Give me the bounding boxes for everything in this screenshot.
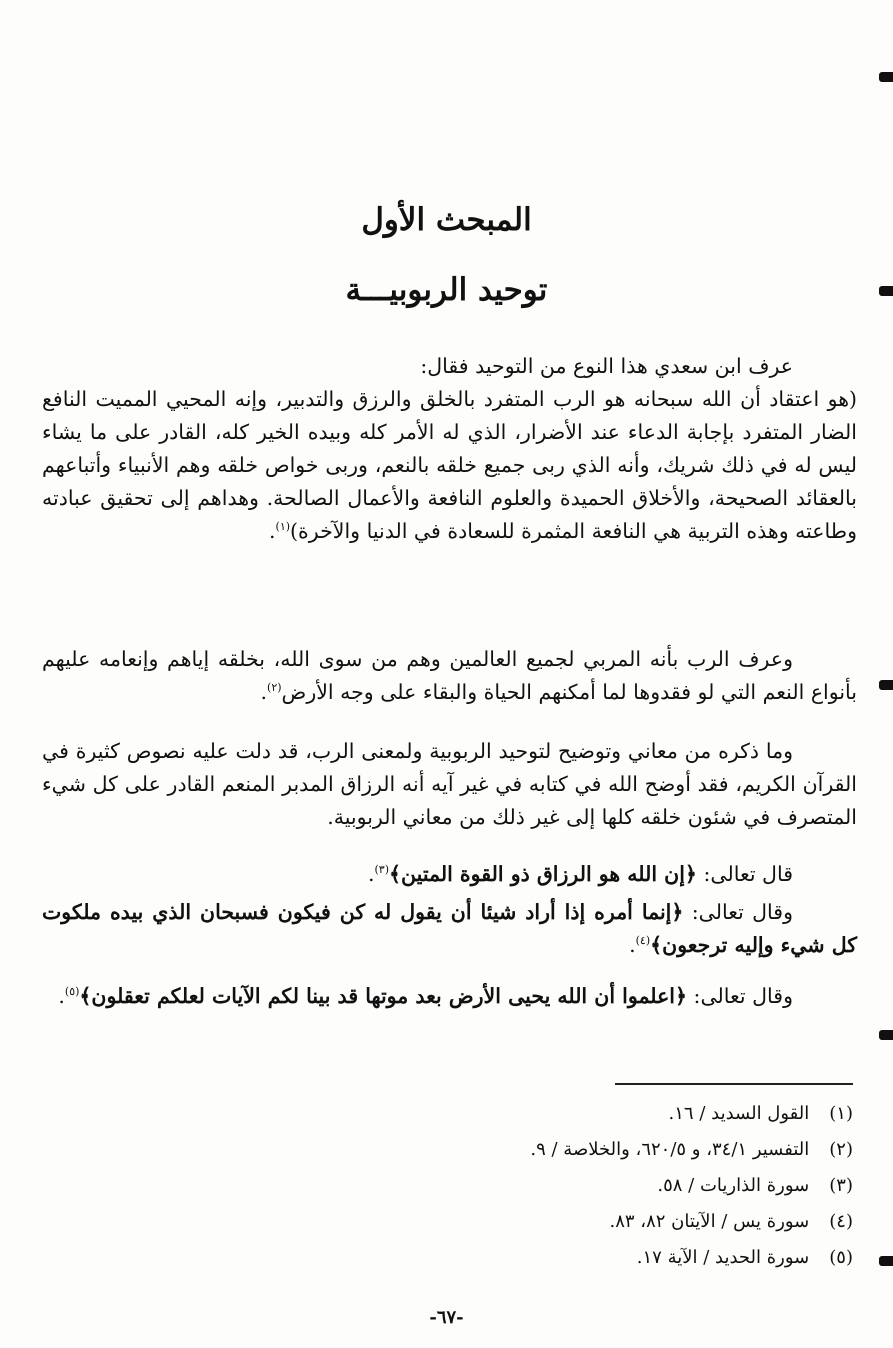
footnote-text: سورة يس / الآيتان ٨٢، ٨٣. [609, 1211, 810, 1232]
footnote-ref-4: (٤) [635, 934, 651, 948]
definition-quote [42, 383, 857, 548]
footnote-item [153, 1204, 853, 1240]
binding-mark [879, 1256, 893, 1266]
binding-mark [879, 72, 893, 82]
rabb-definition-text: وعرف الرب بأنه المربي لجميع العالمين وهم من سوى الله، بخلقه إياهم وإنعامه عليهم بأنواع النعم التي لو فقدوها لما أمكنهم الحياة والبقاء على وجه الأرض [42, 647, 857, 704]
verse-lead: وقال تعالى: [687, 984, 793, 1008]
verse-citation-1 [42, 858, 857, 891]
binding-mark [879, 286, 893, 296]
footnotes-list [153, 1096, 853, 1276]
verse-end: . [367, 862, 375, 886]
footnote-text: سورة الحديد / الآية ١٧. [636, 1247, 810, 1268]
page-number: -٦٧- [429, 1307, 464, 1328]
verse-text: ﴿اعلموا أن الله يحيى الأرض بعد موتها قد بينا لكم الآيات لعلكم تعقلون﴾ [79, 984, 688, 1008]
footnote-text: القول السديد / ١٦. [668, 1103, 810, 1124]
verse-end: . [629, 933, 636, 957]
verse-text: ﴿إن الله هو الرزاق ذو القوة المتين﴾ [389, 862, 697, 886]
definition-intro: عرف ابن سعدي هذا النوع من التوحيد فقال: [420, 354, 793, 378]
quran-evidence-text: وما ذكره من معاني وتوضيح لتوحيد الربوبية ولمعنى الرب، قد دلت عليه نصوص كثيرة في القرآن الكريم، فقد أوضح الله في كتابه في غير آيه أنه الرزاق المدبر المنعم القادر على كل شيء المتصرف في شئون خلقه كلها إلى غير ذلك من معاني الربوبية. [42, 739, 857, 829]
footnote-ref-2: (٢) [267, 681, 282, 695]
footnote-ref-5: (٥) [64, 985, 80, 999]
verse-citation-3 [42, 980, 857, 1013]
footnote-text: سورة الذاريات / ٥٨. [657, 1175, 810, 1196]
verse-citation-2 [42, 896, 857, 962]
binding-mark [879, 680, 893, 690]
footnote-ref-1: (١) [275, 520, 291, 534]
footnote-item [153, 1096, 853, 1132]
footnote-number: (٤) [829, 1211, 853, 1232]
quran-evidence-paragraph [42, 735, 857, 834]
footnote-number: (٣) [829, 1175, 853, 1196]
footnote-number: (٢) [829, 1139, 853, 1160]
verse-end: . [58, 984, 65, 1008]
definition-paragraph [42, 350, 857, 548]
rabb-definition-end: . [260, 680, 268, 704]
verse-lead: وقال تعالى: [683, 900, 793, 924]
footnote-number: (٥) [829, 1247, 853, 1268]
section-title: المبحث الأول [361, 202, 532, 238]
footnote-item [153, 1240, 853, 1276]
verse-lead: قال تعالى: [696, 862, 793, 886]
footnote-number: (١) [829, 1103, 853, 1124]
footnote-text: التفسير ٣٤/١، و ٦٢٠/٥، والخلاصة / ٩. [530, 1139, 810, 1160]
footnote-item [153, 1132, 853, 1168]
quote-text: (هو اعتقاد أن الله سبحانه هو الرب المتفرد بالخلق والرزق والتدبير، وإنه المحيي المميت النافع الضار المتفرد بإجابة الدعاء عند الأضرار، الذي له الأمر كله وبيده الخير كله، القادر على ما يشاء ليس له في ذلك شريك، وأنه الذي ربى جميع خلقه بالنعم، وربى خواص خلقه وهم الأنبياء وأتباعهم بالعقائد الصحيحة، والأخلاق الحميدة والعلوم النافعة والأعمال الصالحة. وهداهم إلى تحقيق عبادته وطاعته وهذه التربية هي النافعة المثمرة للسعادة في الدنيا والآخرة) [42, 387, 857, 543]
verse-text: ﴿إنما أمره إذا أراد شيئا أن يقول له كن فيكون فسبحان الذي بيده ملكوت كل شيء وإليه ترجعون﴾ [42, 900, 857, 957]
quote-end: . [269, 519, 276, 543]
binding-mark [879, 1030, 893, 1040]
footnote-item [153, 1168, 853, 1204]
footnote-ref-3: (٣) [374, 863, 390, 877]
rabb-definition-paragraph [42, 643, 857, 709]
footnote-divider [615, 1083, 853, 1085]
section-subtitle: توحيد الربوبيـــة [345, 272, 548, 308]
